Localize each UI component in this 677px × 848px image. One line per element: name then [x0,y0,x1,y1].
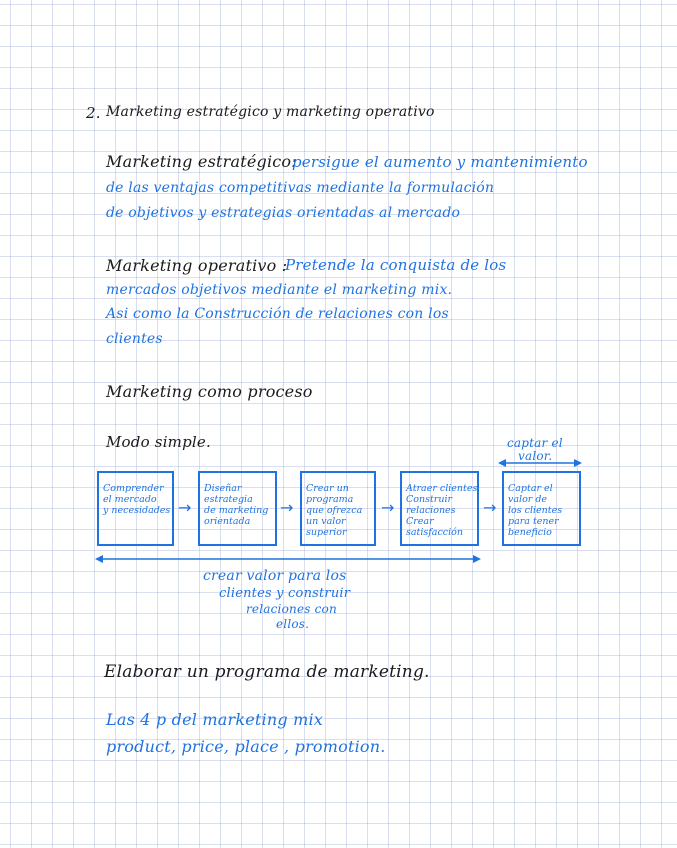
box-line: Comprender [103,483,164,494]
process-box-comprender [97,471,174,546]
box-line: Crear un [306,483,349,494]
operativo-line-3: Asi como la Construcción de relaciones con los [106,306,449,322]
operativo-line-1: Pretende la conquista de los [285,256,507,274]
box-line: orientada [204,516,251,527]
estrategico-line-2: de las ventajas competitivas mediante la formulación [106,180,495,196]
right-arrow-icon: → [178,498,192,517]
right-arrow-icon: → [381,498,395,517]
modo-simple-label: Modo simple. [106,433,211,451]
right-arrow-icon: → [280,498,294,517]
box-line: relaciones [406,505,456,516]
programa-title: Elaborar un programa de marketing. [104,662,430,682]
section-number: 2. [86,104,101,122]
box-line: beneficio [508,527,552,538]
box-line: Diseñar [204,483,242,494]
crear-valor-line-3: relaciones con [246,602,337,616]
box-line: para tener [508,516,559,527]
box-line: Construir [406,494,453,505]
box-line: Atraer clientes [406,483,478,494]
box-line: el mercado [103,494,157,505]
cuatro-p-line-1: Las 4 p del marketing mix [106,710,323,729]
cuatro-p-line-2: product, price, place , promotion. [106,737,386,756]
estrategico-term: Marketing estratégico: [106,152,297,171]
box-line: los clientes [508,505,563,516]
operativo-line-2: mercados objetivos mediante el marketing mix. [106,282,453,298]
estrategico-line-1: persigue el aumento y mantenimiento [292,153,588,171]
process-box-atraer [400,471,479,546]
process-box-disenar [198,471,277,546]
box-line: y necesidades [103,505,171,516]
section-title: Marketing estratégico y marketing operativo [106,104,435,120]
right-arrow-icon: → [483,498,497,517]
box-line: un valor [306,516,346,527]
operativo-term: Marketing operativo : [106,256,288,275]
box-line: que ofrezca [306,505,363,516]
captar-label-2: valor. [518,449,553,463]
crear-valor-line-1: crear valor para los [203,568,347,584]
process-box-captar [502,471,581,546]
estrategico-line-3: de objetivos y estrategias orientadas al mercado [106,205,461,221]
proceso-title: Marketing como proceso [106,382,313,401]
box-line: Crear [406,516,434,527]
operativo-line-4: clientes [106,331,163,347]
box-line: superior [306,527,347,538]
box-line: estrategia [204,494,253,505]
box-line: programa [306,494,354,505]
box-line: satisfacción [406,527,463,538]
box-line: de marketing [204,505,269,516]
box-line: Captar el [508,483,553,494]
box-line: valor de [508,494,548,505]
process-box-crear-programa [300,471,376,546]
captar-label-1: captar el [507,436,563,450]
crear-valor-line-2: clientes y construir [219,586,351,601]
crear-valor-line-4: ellos. [276,617,310,631]
